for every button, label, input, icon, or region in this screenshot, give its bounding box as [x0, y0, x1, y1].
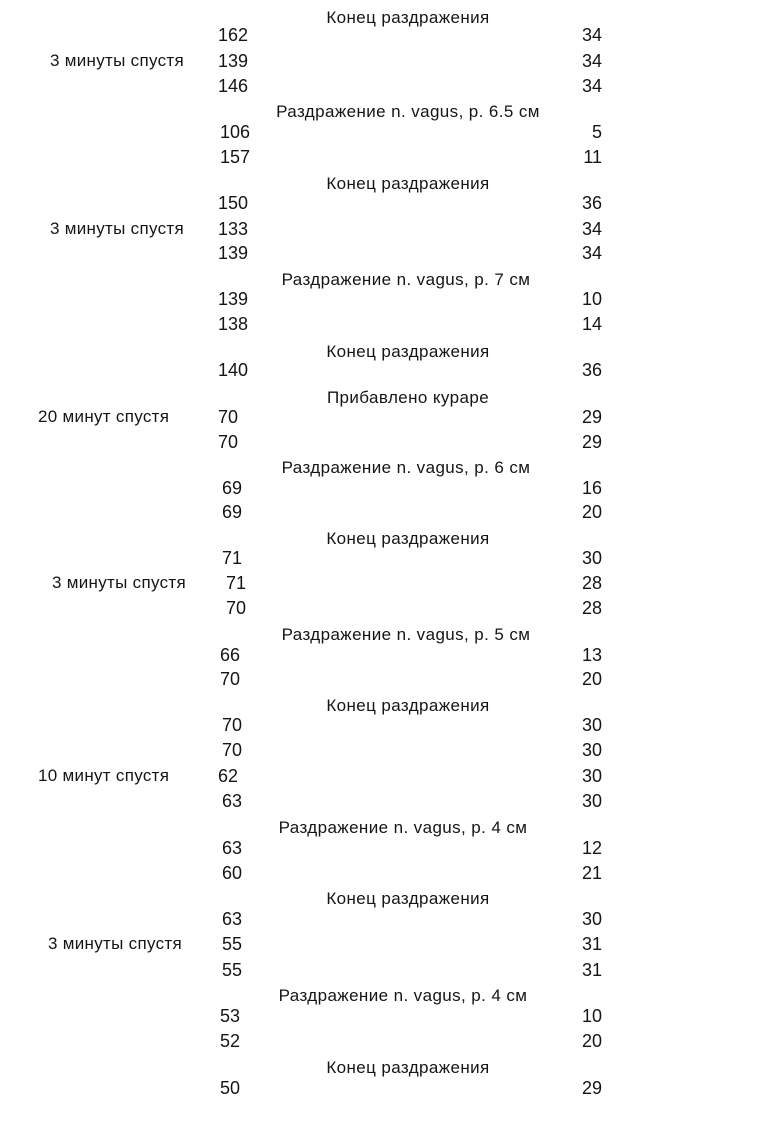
section-heading-text: Раздражение n. vagus, p. 6.5 см — [276, 102, 540, 121]
right-value: 30 — [581, 909, 602, 929]
left-value: 133 — [218, 219, 249, 239]
section-heading-text: Раздражение n. vagus, p. 7 см — [281, 270, 531, 289]
right-value: 12 — [581, 838, 602, 858]
table-row — [0, 596, 760, 620]
section-heading-text: Конец раздражения — [326, 174, 490, 193]
right-value: 28 — [581, 573, 602, 593]
left-value: 63 — [222, 838, 243, 858]
section-heading-text: Прибавлено кураре — [326, 388, 490, 407]
table-row — [0, 958, 760, 982]
time-note: 3 минуты спустя — [50, 51, 184, 70]
time-note: 10 минут спустя — [38, 766, 170, 785]
table-row — [0, 241, 760, 265]
time-note: 20 минут спустя — [38, 407, 170, 426]
left-value: 150 — [218, 193, 249, 213]
left-value: 70 — [218, 432, 239, 452]
table-row — [0, 217, 760, 241]
left-value: 69 — [222, 502, 243, 522]
left-value: 69 — [222, 478, 243, 498]
time-note: 3 минуты спустя — [50, 219, 184, 238]
table-row — [0, 713, 760, 737]
table-row — [0, 476, 760, 500]
left-value: 139 — [218, 289, 249, 309]
left-value: 139 — [218, 51, 249, 71]
right-value: 30 — [581, 548, 602, 568]
right-value: 16 — [581, 478, 602, 498]
table-row — [0, 430, 760, 454]
left-value: 60 — [222, 863, 243, 883]
section-heading-text: Конец раздражения — [326, 8, 490, 27]
right-value: 30 — [581, 740, 602, 760]
section-heading-text: Раздражение n. vagus, p. 4 см — [278, 818, 528, 837]
right-value: 31 — [581, 960, 602, 980]
right-value: 21 — [581, 863, 602, 883]
left-value: 70 — [220, 669, 241, 689]
left-value: 66 — [220, 645, 241, 665]
right-value: 10 — [581, 289, 602, 309]
table-row — [0, 23, 760, 47]
right-value: 34 — [581, 219, 602, 239]
section-heading-text: Раздражение n. vagus, p. 5 см — [281, 625, 531, 644]
right-value: 29 — [581, 1078, 602, 1098]
section-heading-text: Конец раздражения — [326, 696, 490, 715]
right-value: 31 — [581, 934, 602, 954]
left-value: 55 — [222, 960, 243, 980]
section-heading-text: Конец раздражения — [326, 889, 490, 908]
section-heading-text: Раздражение n. vagus, p. 6 см — [281, 458, 531, 477]
right-value: 30 — [581, 766, 602, 786]
left-value: 63 — [222, 791, 243, 811]
table-row — [0, 789, 760, 813]
table-row — [0, 667, 760, 691]
right-value: 5 — [591, 122, 602, 142]
table-row — [0, 1029, 760, 1053]
left-value: 146 — [218, 76, 249, 96]
left-value: 63 — [222, 909, 243, 929]
right-value: 13 — [581, 645, 602, 665]
left-value: 70 — [226, 598, 247, 618]
table-row — [0, 907, 760, 931]
left-value: 70 — [222, 715, 243, 735]
table-row — [0, 546, 760, 570]
left-value: 70 — [222, 740, 243, 760]
section-heading-text: Конец раздражения — [326, 1058, 490, 1077]
table-row — [0, 836, 760, 860]
left-value: 138 — [218, 314, 249, 334]
table-row — [0, 312, 760, 336]
right-value: 10 — [581, 1006, 602, 1026]
table-row — [0, 500, 760, 524]
right-value: 30 — [581, 715, 602, 735]
left-value: 71 — [226, 573, 247, 593]
left-value: 50 — [220, 1078, 241, 1098]
left-value: 53 — [220, 1006, 241, 1026]
time-note: 3 минуты спустя — [52, 573, 186, 592]
right-value: 14 — [581, 314, 602, 334]
left-value: 106 — [220, 122, 251, 142]
table-row — [0, 120, 760, 144]
section-heading-text: Раздражение n. vagus, p. 4 см — [278, 986, 528, 1005]
right-value: 34 — [581, 76, 602, 96]
right-value: 34 — [581, 51, 602, 71]
table-row — [0, 287, 760, 311]
right-value: 36 — [581, 193, 602, 213]
left-value: 55 — [222, 934, 243, 954]
table-row — [0, 738, 760, 762]
right-value: 20 — [581, 669, 602, 689]
table-row — [0, 74, 760, 98]
table-row — [0, 571, 760, 595]
right-value: 34 — [581, 243, 602, 263]
table-row — [0, 49, 760, 73]
right-value: 29 — [581, 407, 602, 427]
right-value: 20 — [581, 502, 602, 522]
table-row — [0, 861, 760, 885]
left-value: 139 — [218, 243, 249, 263]
left-value: 140 — [218, 360, 249, 380]
right-value: 20 — [581, 1031, 602, 1051]
table-row — [0, 764, 760, 788]
left-value: 52 — [220, 1031, 241, 1051]
table-row — [0, 1076, 760, 1100]
right-value: 11 — [583, 147, 602, 167]
table-row — [0, 358, 760, 382]
right-value: 30 — [581, 791, 602, 811]
table-row — [0, 405, 760, 429]
right-value: 29 — [581, 432, 602, 452]
section-heading-text: Конец раздражения — [326, 342, 490, 361]
table-row — [0, 643, 760, 667]
right-value: 28 — [581, 598, 602, 618]
left-value: 70 — [218, 407, 239, 427]
section-heading-text: Конец раздражения — [326, 529, 490, 548]
table-row — [0, 145, 760, 169]
right-value: 34 — [581, 25, 602, 45]
table-row — [0, 191, 760, 215]
table-row — [0, 1004, 760, 1028]
time-note: 3 минуты спустя — [48, 934, 182, 953]
table-row — [0, 932, 760, 956]
left-value: 71 — [222, 548, 243, 568]
right-value: 36 — [581, 360, 602, 380]
left-value: 162 — [218, 25, 249, 45]
left-value: 62 — [218, 766, 239, 786]
left-value: 157 — [220, 147, 251, 167]
